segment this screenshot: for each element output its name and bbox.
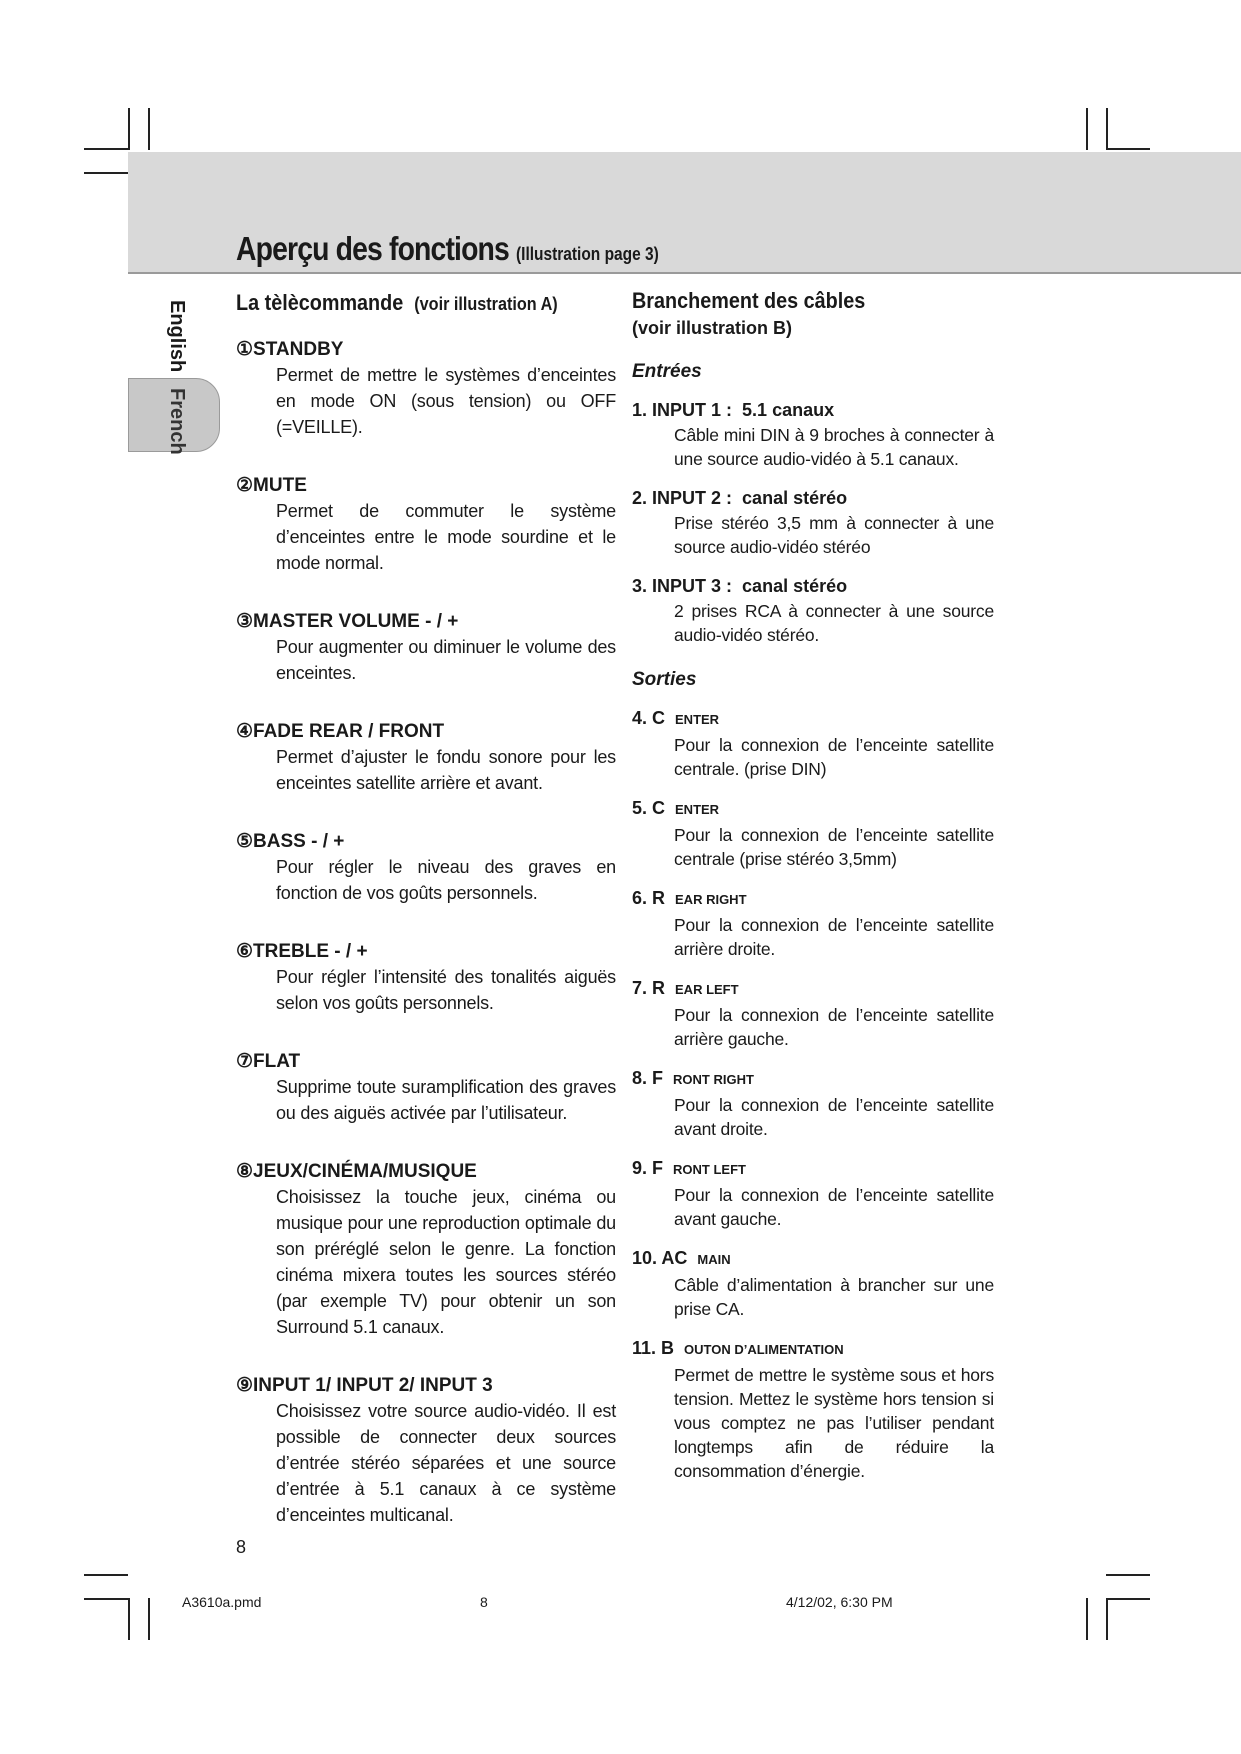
item-title (632, 885, 994, 913)
outputs-label: Sorties (632, 669, 697, 690)
item-title: ③MASTER VOLUME - / + (236, 611, 459, 632)
cables-heading-note: (voir illustration B) (632, 318, 793, 338)
item-title: ⑥TREBLE - / + (236, 941, 368, 962)
item-title: ⑤BASS - / + (236, 831, 345, 852)
item-desc: Prise stéréo 3,5 mm à connecter à une source audio-vidéo stéréo (674, 513, 994, 557)
item-title (632, 975, 994, 1003)
crop-mark (148, 1598, 150, 1640)
inputs-label: Entrées (632, 361, 702, 382)
item-desc: Pour la connexion de l’enceinte satellite arrière droite. (674, 915, 994, 959)
item-desc: Permet de mettre le systèmes d’enceintes en mode ON (sous tension) ou OFF (=VEILLE). (276, 365, 616, 437)
item-num: 3. INPUT 3 : (632, 576, 733, 596)
item-title (632, 705, 994, 733)
item-desc: Permet de commuter le système d’enceintes entre le mode sourdine et le mode normal. (276, 501, 616, 573)
item-title: ④FADE REAR / FRONT (236, 721, 445, 742)
item-num: 8. F (632, 1068, 664, 1088)
list-item (632, 795, 994, 871)
item-desc: Supprime toute suramplification des graves ou des aiguës activée par l’utilisateur. (276, 1077, 616, 1123)
tab-french-label: French (166, 388, 188, 455)
item-label: ENTER (675, 712, 720, 727)
item-num: 1. INPUT 1 : (632, 400, 733, 420)
item-title (632, 397, 994, 423)
item-label: RONT RIGHT (673, 1072, 754, 1087)
item-desc: Pour régler l’intensité des tonalités aiguës selon vos goûts personnels. (276, 967, 616, 1013)
item-desc: Pour la connexion de l’enceinte satellite avant droite. (674, 1095, 994, 1139)
page-title (236, 230, 659, 268)
item-desc: 2 prises RCA à connecter à une source audio-vidéo stéréo. (674, 601, 994, 645)
crop-mark (1106, 108, 1108, 150)
list-item (236, 474, 616, 576)
item-label: RONT LEFT (673, 1162, 746, 1177)
item-num: 11. B (632, 1338, 675, 1358)
crop-mark (84, 1574, 128, 1576)
crop-mark (84, 1598, 128, 1600)
list-item (236, 1160, 616, 1340)
list-item (632, 885, 994, 961)
item-desc: Pour la connexion de l’enceinte satellite arrière gauche. (674, 1005, 994, 1049)
item-label: EAR LEFT (675, 982, 739, 997)
item-num: 10. AC (632, 1248, 688, 1268)
item-title (632, 1065, 994, 1093)
list-item (236, 610, 616, 686)
tab-english[interactable]: English (166, 300, 188, 373)
crop-mark (128, 108, 130, 150)
item-title: ⑧JEUX/CINÉMA/MUSIQUE (236, 1161, 477, 1182)
item-desc: Pour la connexion de l’enceinte satellite centrale (prise stéréo 3,5mm) (674, 825, 994, 869)
item-desc: Pour augmenter ou diminuer le volume des enceintes. (276, 637, 616, 683)
list-item (236, 830, 616, 906)
list-item (236, 338, 616, 440)
item-desc: Pour la connexion de l’enceinte satellite avant gauche. (674, 1185, 994, 1229)
crop-mark (128, 1598, 130, 1640)
remote-heading-note: (voir illustration A) (414, 294, 558, 314)
item-title (632, 573, 994, 599)
list-item (236, 940, 616, 1016)
item-title (632, 1245, 994, 1273)
cables-heading: Branchement des câbles (632, 288, 866, 313)
crop-mark (1106, 148, 1150, 150)
item-title: ②MUTE (236, 475, 307, 496)
item-label: EAR RIGHT (675, 892, 747, 907)
item-title (632, 485, 994, 511)
crop-mark (1086, 108, 1088, 150)
item-title: ①STANDBY (236, 339, 344, 360)
remote-heading-text: La tèlècommande (236, 290, 404, 315)
item-title (632, 1155, 994, 1183)
crop-mark (1106, 1598, 1150, 1600)
page-number: 8 (236, 1537, 247, 1557)
item-num: 5. C (632, 798, 666, 818)
crop-mark (1086, 1598, 1088, 1640)
item-label: canal stéréo (742, 488, 848, 508)
list-item (632, 485, 994, 559)
list-item (236, 720, 616, 796)
cables-section (632, 288, 994, 1483)
footer-filename: A3610a.pmd (182, 1594, 262, 1610)
list-item (236, 1050, 616, 1126)
list-item (632, 705, 994, 781)
list-item (632, 573, 994, 647)
item-desc: Permet d’ajuster le fondu sonore pour les enceintes satellite arrière et avant. (276, 747, 616, 793)
list-item (632, 397, 994, 471)
item-desc: Pour régler le niveau des graves en fonction de vos goûts personnels. (276, 857, 616, 903)
item-num: 6. R (632, 888, 666, 908)
remote-section (236, 290, 616, 1528)
page-title-text: Aperçu des fonctions (236, 230, 509, 267)
item-num: 9. F (632, 1158, 664, 1178)
page-title-subtitle: (Illustration page 3) (515, 244, 659, 264)
item-label: MAIN (697, 1252, 731, 1267)
remote-heading (236, 290, 578, 316)
crop-mark (1106, 1574, 1150, 1576)
list-item (632, 1245, 994, 1321)
crop-mark (84, 148, 128, 150)
item-desc: Pour la connexion de l’enceinte satellite centrale. (prise DIN) (674, 735, 994, 779)
item-desc: Choisissez votre source audio-vidéo. Il est possible de connecter deux sources d’entrée stéréo séparées et une source d’entrée à 5.1 canaux à ce système d’enceintes multicanal. (276, 1401, 616, 1525)
list-item (632, 1155, 994, 1231)
item-desc: Câble mini DIN à 9 broches à connecter à une source audio-vidéo à 5.1 canaux. (674, 425, 994, 469)
item-num: 7. R (632, 978, 666, 998)
item-title (632, 1335, 994, 1363)
item-label: OUTON D’ALIMENTATION (684, 1342, 844, 1357)
item-title: ⑦FLAT (236, 1051, 301, 1072)
footer-page: 8 (480, 1594, 488, 1610)
item-desc: Permet de mettre le système sous et hors tension. Mettez le système hors tension si vous comptez ne pas l’utiliser pendant longtemps afin de réduire la consommation d’énergie. (674, 1365, 994, 1481)
item-desc: Choisissez la touche jeux, cinéma ou musique pour une reproduction optimale du son préréglé selon le genre. La fonction cinéma mixera toutes les sources stéréo (par exemple TV) pour obtenir un son Surround 5.1 canaux. (276, 1187, 616, 1337)
item-num: 2. INPUT 2 : (632, 488, 733, 508)
item-title (632, 795, 994, 823)
list-item (236, 1374, 616, 1528)
item-desc: Câble d’alimentation à brancher sur une prise CA. (674, 1275, 994, 1319)
item-num: 4. C (632, 708, 666, 728)
list-item (632, 1335, 994, 1483)
item-label: canal stéréo (742, 576, 848, 596)
item-title: ⑨INPUT 1/ INPUT 2/ INPUT 3 (236, 1375, 493, 1396)
footer-date: 4/12/02, 6:30 PM (786, 1594, 893, 1610)
item-label: 5.1 canaux (742, 400, 835, 420)
item-label: ENTER (675, 802, 720, 817)
list-item (632, 1065, 994, 1141)
crop-mark (84, 172, 128, 174)
list-item (632, 975, 994, 1051)
crop-mark (148, 108, 150, 150)
crop-mark (1106, 1598, 1108, 1640)
